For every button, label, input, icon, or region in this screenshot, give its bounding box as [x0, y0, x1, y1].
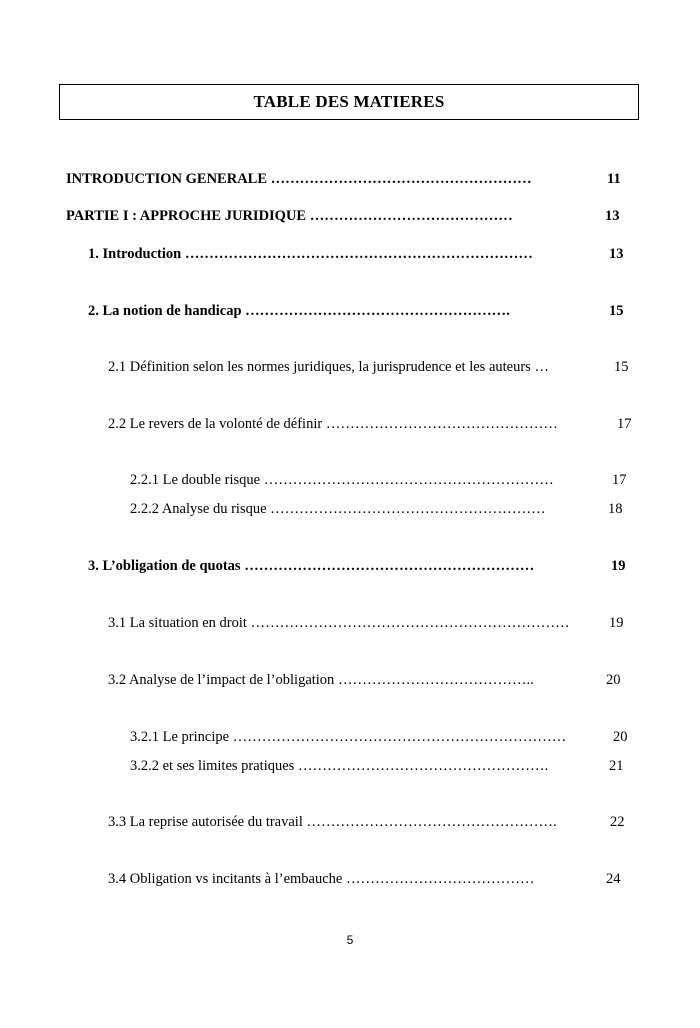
toc-entry-page: 19	[609, 615, 624, 631]
toc-entry-page: 24	[606, 871, 621, 887]
toc-entry-text: INTRODUCTION GENERALE	[66, 171, 268, 187]
toc-entry-2-1-definition[interactable]	[108, 358, 549, 376]
toc-entry-page: 15	[609, 303, 624, 319]
toc-entry-3-3-reprise-travail[interactable]	[108, 813, 557, 831]
toc-entry-dots: ……………………………………………………	[263, 472, 554, 488]
toc-entry-dots: …………………………………………….	[306, 814, 557, 830]
toc-entry-dots: …	[534, 359, 549, 375]
toc-entry-2-2-2-analyse-risque[interactable]	[130, 500, 546, 518]
toc-entry-page: 13	[605, 208, 620, 224]
toc-entry-dots: …………………………………………………………	[250, 615, 570, 631]
toc-entry-2-2-revers[interactable]	[108, 415, 558, 433]
toc-entry-dots: ……………………………………	[309, 208, 513, 224]
toc-entry-text: PARTIE I : APPROCHE JURIDIQUE	[66, 208, 307, 224]
toc-entry-text: 3.2.1 Le principe	[130, 729, 230, 745]
toc-entry-page: 20	[613, 729, 628, 745]
page-number: 5	[346, 933, 354, 947]
toc-entry-dots: ……………………………………………………………	[232, 729, 567, 745]
toc-entry-3-2-analyse-impact[interactable]	[108, 671, 534, 689]
toc-entry-text: 2.2 Le revers de la volonté de définir	[108, 416, 323, 432]
toc-entry-page: 18	[608, 501, 623, 517]
toc-entry-text: 2. La notion de handicap	[88, 303, 242, 319]
toc-entry-page: 21	[609, 758, 624, 774]
toc-entry-page: 19	[611, 558, 626, 574]
toc-entry-page: 17	[612, 472, 627, 488]
toc-entry-text: 2.2.2 Analyse du risque	[130, 501, 267, 517]
toc-entry-page: 17	[617, 416, 632, 432]
toc-title: TABLE DES MATIERES	[253, 92, 445, 111]
toc-entry-page: 22	[610, 814, 625, 830]
toc-entry-text: 3.1 La situation en droit	[108, 615, 247, 631]
toc-title-box	[59, 84, 639, 120]
toc-entry-dots: …………………………………………………	[270, 501, 546, 517]
toc-entry-text: 3.2.2 et ses limites pratiques	[130, 758, 295, 774]
toc-entry-text: 3.3 La reprise autorisée du travail	[108, 814, 303, 830]
toc-entry-2-notion-handicap[interactable]	[88, 302, 510, 320]
toc-entry-dots: …………………………………………	[325, 416, 558, 432]
toc-entry-page: 15	[614, 359, 629, 375]
toc-entry-dots: …………………………………..	[337, 672, 534, 688]
toc-entry-3-2-1-principe[interactable]	[130, 728, 566, 746]
toc-entry-page: 20	[606, 672, 621, 688]
toc-entry-introduction-generale[interactable]	[66, 170, 532, 188]
toc-entry-3-2-2-limites-pratiques[interactable]	[130, 757, 548, 775]
toc-entry-dots: …………………………………	[345, 871, 535, 887]
toc-entry-3-obligation-quotas[interactable]	[88, 557, 534, 575]
toc-entry-page: 11	[607, 171, 621, 187]
toc-entry-text: 2.1 Définition selon les normes juridiques, la jurisprudence et les auteurs	[108, 359, 531, 375]
toc-entry-partie-i[interactable]	[66, 207, 513, 225]
toc-entry-text: 3. L’obligation de quotas	[88, 558, 241, 574]
toc-entry-dots: ……………………………………………………	[244, 558, 535, 574]
toc-entry-2-2-1-double-risque[interactable]	[130, 471, 554, 489]
toc-entry-dots: ………………………………………………	[270, 171, 532, 187]
toc-entry-text: 2.2.1 Le double risque	[130, 472, 261, 488]
toc-entry-3-4-obligation-incitants[interactable]	[108, 870, 534, 888]
toc-entry-3-1-situation-droit[interactable]	[108, 614, 570, 632]
toc-entry-text: 3.4 Obligation vs incitants à l’embauche	[108, 871, 343, 887]
toc-entry-dots: …………………………………………….	[297, 758, 549, 774]
toc-entry-dots: ………………………………………………………………	[184, 246, 533, 262]
toc-entry-page: 13	[609, 246, 624, 262]
toc-entry-text: 1. Introduction	[88, 246, 182, 262]
toc-entry-dots: ……………………………………………….	[245, 303, 510, 319]
toc-entry-1-introduction[interactable]	[88, 245, 533, 263]
toc-entry-text: 3.2 Analyse de l’impact de l’obligation	[108, 672, 335, 688]
